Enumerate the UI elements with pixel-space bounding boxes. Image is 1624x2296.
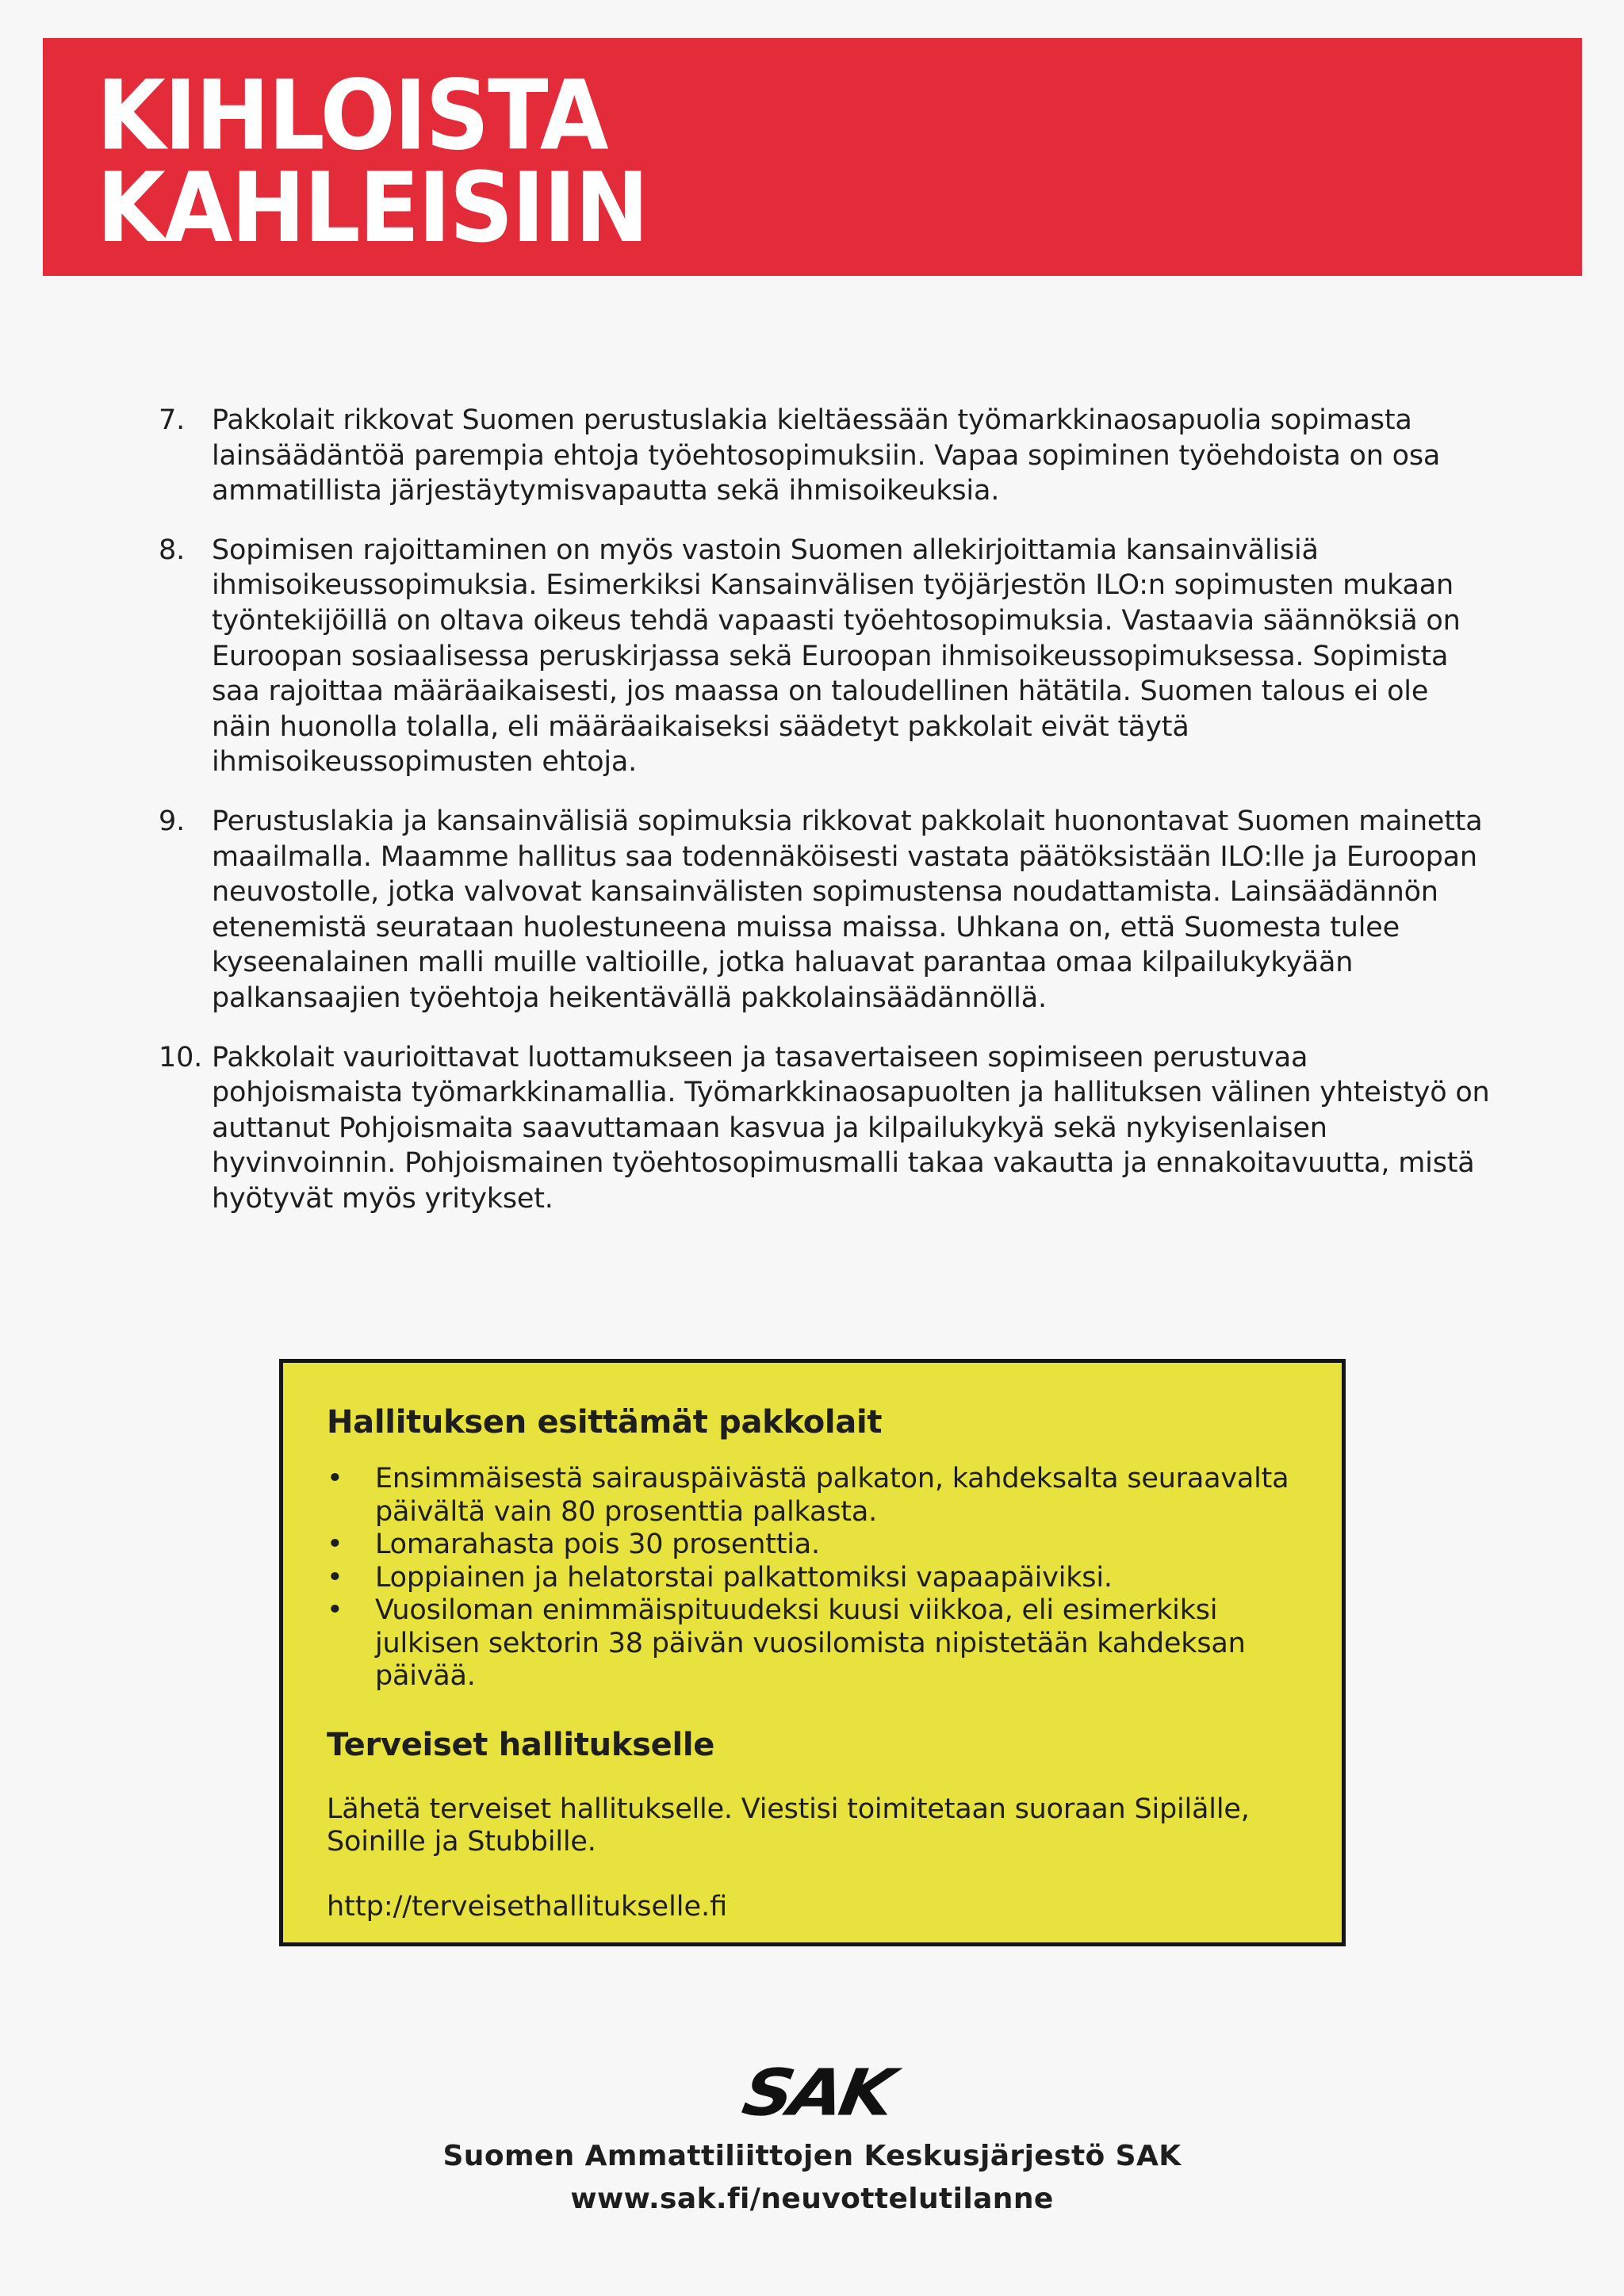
pakkolait-bullet-list — [327, 1463, 1299, 1693]
bullet-text: Lomarahasta pois 30 prosenttia. — [375, 1529, 820, 1560]
bullet-dot-icon: • — [327, 1529, 343, 1560]
footer — [0, 2055, 1624, 2220]
bullet-text: Loppiainen ja helatorstai palkattomiksi vapaapäiviksi. — [375, 1561, 1113, 1594]
banner-title-line-2: KAHLEISIIN — [97, 152, 648, 265]
title-banner — [43, 38, 1582, 276]
terveiset-link[interactable]: http://terveisethallitukselle.fi — [327, 1890, 728, 1923]
banner-title — [97, 60, 648, 265]
item-number: 8. — [159, 534, 185, 566]
sak-logo: SAK — [737, 2055, 897, 2130]
bullet-item — [327, 1463, 1299, 1529]
bullet-dot-icon: • — [327, 1561, 343, 1594]
item-number: 9. — [159, 805, 185, 837]
item-text: Sopimisen rajoittaminen on myös vastoin Suomen allekirjoittamia kansainvälisiä ihmisoikeussopimuksia. Esimerkiksi Kansainvälisen työjärjestön ILO:n sopimusten mukaan työntekijöillä on oltava oikeus tehdä vapaasti työehtosopimuksia. Vastaavia säännöksiä on Euroopan sosiaalisessa peruskirjassa sekä Euroopan ihmisoikeussopimuksessa. Sopimista saa rajoittaa määräaikaisesti, jos maassa on taloudellinen hätätila. Suomen talous ei ole näin huonolla tolalla, eli määräaikaiseksi säädetyt pakkolait eivät täytä ihmisoikeussopimusten ehtoja. — [212, 534, 1461, 779]
bullet-dot-icon: • — [327, 1594, 343, 1626]
box-heading-pakkolait: Hallituksen esittämät pakkolait — [327, 1404, 883, 1441]
list-item-9 — [159, 804, 1491, 1016]
banner-title-line-1: KIHLOISTA — [97, 60, 607, 172]
terveiset-paragraph: Lähetä terveiset hallitukselle. Viestisi toimitetaan suoraan Sipilälle, Soinille ja Stubbille. — [327, 1793, 1250, 1858]
item-text: Pakkolait vaurioittavat luottamukseen ja tasavertaiseen sopimiseen perustuvaa pohjoismaista työmarkkinamallia. Työmarkkinaosapuolten ja hallituksen välinen yhteistyö on auttanut Pohjoismaita saavuttamaan kasvua ja kilpailukykyä sekä nykyisenlaisen hyvinvoinnin. Pohjoismainen työehtosopimusmalli takaa vakautta ja ennakoitavuutta, mistä hyötyvät myös yritykset. — [212, 1041, 1490, 1215]
list-item-8 — [159, 533, 1491, 780]
footer-organization: Suomen Ammattiliittojen Keskusjärjestö SAK — [442, 2140, 1182, 2172]
bullet-item — [327, 1594, 1299, 1693]
bullet-item — [327, 1529, 1299, 1562]
info-box — [279, 1359, 1346, 1946]
footer-url-link[interactable]: www.sak.fi/neuvottelutilanne — [570, 2183, 1054, 2215]
box-heading-terveiset: Terveiset hallitukselle — [327, 1726, 715, 1763]
item-number: 10. — [159, 1041, 203, 1073]
bullet-dot-icon: • — [327, 1463, 343, 1494]
item-text: Perustuslakia ja kansainvälisiä sopimuksia rikkovat pakkolait huonontavat Suomen mainetta maailmalla. Maamme hallitus saa todennäköisesti vastata päätöksistään ILO:lle ja Euroopan neuvostolle, jotka valvovat kansainvälisten sopimustensa noudattamista. Lainsäädännön etenemistä seurataan huolestuneena muissa maissa. Uhkana on, että Suomesta tulee kyseenalainen malli muille valtioille, jotka haluavat parantaa omaa kilpailukykyään palkansaajien työehtoja heikentävällä pakkolainsäädännöllä. — [212, 805, 1483, 1014]
bullet-item — [327, 1562, 1299, 1595]
item-number: 7. — [159, 404, 185, 436]
numbered-argument-list — [159, 403, 1491, 1240]
list-item-7 — [159, 403, 1491, 509]
bullet-text: Vuosiloman enimmäispituudeksi kuusi viikkoa, eli esimerkiksi julkisen sektorin 38 päivän vuosilomista nipistetään kahdeksan päivää. — [375, 1594, 1246, 1692]
list-item-10 — [159, 1040, 1491, 1217]
bullet-text: Ensimmäisestä sairauspäivästä palkaton, kahdeksalta seuraavalta päivältä vain 80 prosenttia palkasta. — [375, 1463, 1289, 1528]
item-text: Pakkolait rikkovat Suomen perustuslakia kieltäessään työmarkkinaosapuolia sopimasta lainsäädäntöä parempia ehtoja työehtosopimuksiin. Vapaa sopiminen työehdoista on osa ammatillista järjestäytymisvapautta sekä ihmisoikeuksia. — [212, 404, 1441, 507]
